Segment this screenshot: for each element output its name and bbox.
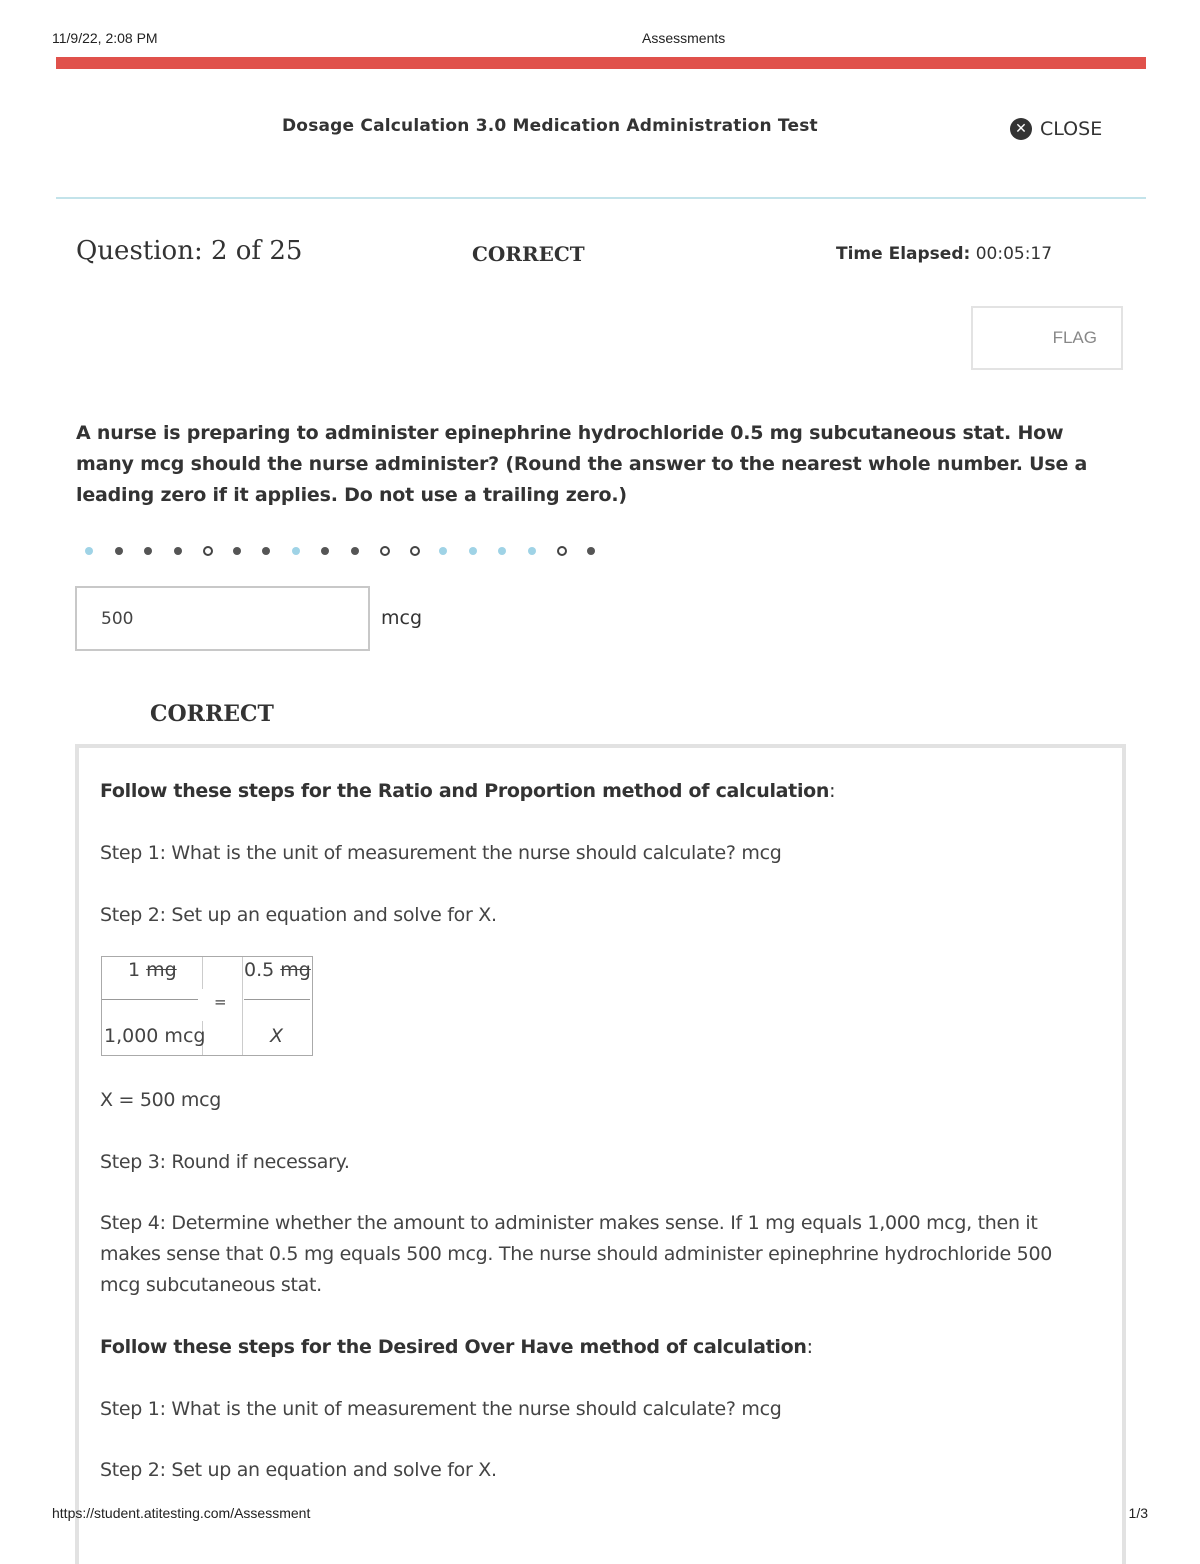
accent-bar <box>56 57 1146 69</box>
time-value: 00:05:17 <box>975 244 1053 264</box>
ratio-heading-colon: : <box>829 780 836 802</box>
progress-dot[interactable] <box>498 547 506 555</box>
print-title: Assessments <box>642 30 726 46</box>
progress-dot[interactable] <box>115 547 123 555</box>
ratio-step-4: Step 4: Determine whether the amount to administer makes sense. If 1 mg equals 1,000 mcg, then it makes sense that 0.5 mg equals 500 mcg. The nurse should administer epinephrine hydrochloride 500 mcg subcutaneous stat. <box>100 1212 1053 1296</box>
numerator-left-unit: mg <box>146 959 177 981</box>
progress-dot[interactable] <box>351 547 359 555</box>
progress-dot[interactable] <box>380 546 390 556</box>
dho-heading-text: Follow these steps for the Desired Over Have method of calculation <box>100 1336 807 1358</box>
result-label: CORRECT <box>150 701 274 727</box>
dho-step-2: Step 2: Set up an equation and solve for X. <box>100 1459 497 1481</box>
flag-button[interactable]: FLAG <box>971 306 1123 370</box>
time-label: Time Elapsed: <box>836 244 971 264</box>
ratio-heading-text: Follow these steps for the Ratio and Proportion method of calculation <box>100 780 830 802</box>
progress-dot[interactable] <box>144 547 152 555</box>
dho-method-heading <box>100 1332 1090 1363</box>
print-header <box>52 30 1148 50</box>
dho-step-1: Step 1: What is the unit of measurement the nurse should calculate? mcg <box>100 1398 782 1420</box>
progress-dot[interactable] <box>469 547 477 555</box>
progress-dot[interactable] <box>528 547 536 555</box>
progress-dot[interactable] <box>233 547 241 555</box>
ratio-step-1: Step 1: What is the unit of measurement the nurse should calculate? mcg <box>100 842 782 864</box>
numerator-left <box>128 959 177 981</box>
close-icon: ✕ <box>1010 118 1032 140</box>
progress-dot[interactable] <box>557 546 567 556</box>
table-divider <box>242 957 243 1055</box>
equals-sign: = <box>214 993 227 1011</box>
progress-dot[interactable] <box>262 547 270 555</box>
test-title: Dosage Calculation 3.0 Medication Administration Test <box>282 116 818 136</box>
close-label: CLOSE <box>1040 118 1103 140</box>
close-button[interactable] <box>1010 118 1102 140</box>
numerator-left-value: 1 <box>128 959 147 981</box>
ratio-step-2: Step 2: Set up an equation and solve for X. <box>100 904 497 926</box>
page-url[interactable]: https://student.atitesting.com/Assessment <box>52 1505 311 1521</box>
ratio-method-heading <box>100 776 1090 807</box>
progress-dot[interactable] <box>203 546 213 556</box>
progress-dot[interactable] <box>587 547 595 555</box>
header-divider <box>56 197 1146 199</box>
ratio-proportion-table <box>101 956 313 1056</box>
fraction-bar <box>244 999 310 1000</box>
answer-input[interactable] <box>75 586 370 651</box>
progress-dot[interactable] <box>410 546 420 556</box>
progress-dot[interactable] <box>85 547 93 555</box>
fraction-bar <box>102 999 198 1000</box>
page-number: 1/3 <box>1128 1505 1148 1521</box>
print-date: 11/9/22, 2:08 PM <box>52 30 158 46</box>
status-badge: CORRECT <box>472 242 585 266</box>
progress-dot[interactable] <box>292 547 300 555</box>
question-text: A nurse is preparing to administer epinephrine hydrochloride 0.5 mg subcutaneous stat. How many mcg should the nurse administer? (Round the answer to the nearest whole number. Use a leading zero if it applies. Do not use a trailing zero.) <box>76 422 1088 506</box>
time-elapsed <box>836 244 1052 264</box>
denominator-right: X <box>270 1025 284 1047</box>
progress-dot[interactable] <box>321 547 329 555</box>
dho-heading-colon: : <box>806 1336 813 1358</box>
progress-dot[interactable] <box>174 547 182 555</box>
answer-unit: mcg <box>381 607 423 629</box>
question-counter: Question: 2 of 25 <box>76 236 303 266</box>
numerator-right-unit: mg <box>280 959 311 981</box>
ratio-step-3: Step 3: Round if necessary. <box>100 1151 350 1173</box>
numerator-right-value: 0.5 <box>244 959 281 981</box>
table-divider <box>202 957 203 989</box>
progress-dot[interactable] <box>439 547 447 555</box>
denominator-left: 1,000 mcg <box>104 1025 206 1047</box>
explanation-panel <box>75 744 1126 1564</box>
ratio-result: X = 500 mcg <box>100 1089 222 1111</box>
numerator-right <box>244 959 311 981</box>
